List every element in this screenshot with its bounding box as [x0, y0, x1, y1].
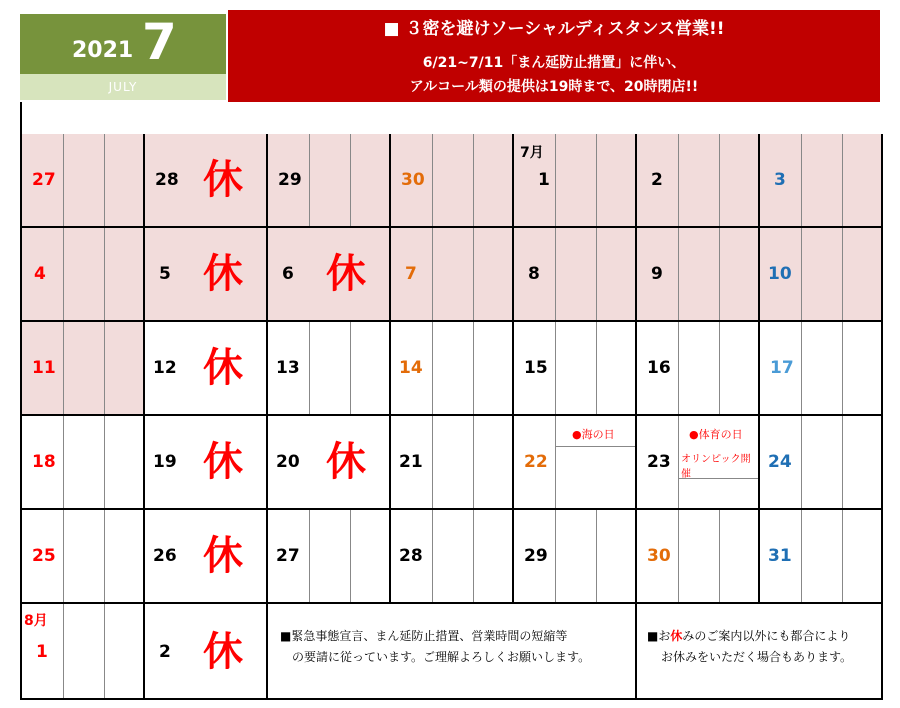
- closed-mark: 休: [326, 439, 366, 485]
- day-number: 30: [647, 546, 671, 566]
- day-number: 13: [276, 358, 300, 378]
- day-cell[interactable]: [760, 228, 883, 322]
- notice-line-2: の要請に従っています。ご理解よろしくお願いします。: [292, 650, 591, 664]
- day-number: 22: [524, 452, 548, 472]
- day-number: 2: [651, 170, 663, 190]
- day-number: 23: [647, 452, 671, 472]
- day-number: 18: [32, 452, 56, 472]
- header-notice-line-3: アルコール類の提供は19時まで、20時閉店!!: [409, 79, 699, 95]
- day-number: 6: [282, 264, 294, 284]
- day-number: 29: [524, 546, 548, 566]
- day-number: 15: [524, 358, 548, 378]
- notice-line-1: ■お休みのご案内以外にも都合により: [647, 629, 851, 643]
- header-notice-title: ■ ３密を避けソーシャルディスタンス営業!!: [383, 19, 725, 39]
- day-cell[interactable]: [637, 134, 760, 228]
- day-cell[interactable]: [760, 322, 883, 416]
- closed-mark: 休: [203, 439, 243, 485]
- day-number: 29: [278, 170, 302, 190]
- month-label-july: 7月: [520, 145, 544, 161]
- day-cell[interactable]: [145, 416, 268, 510]
- day-number: 31: [768, 546, 792, 566]
- day-cell[interactable]: [22, 322, 145, 416]
- closed-mark: 休: [203, 251, 243, 297]
- day-number: 28: [399, 546, 423, 566]
- day-number: 20: [276, 452, 300, 472]
- day-number: 16: [647, 358, 671, 378]
- day-cell[interactable]: [514, 510, 637, 604]
- day-cell[interactable]: [514, 322, 637, 416]
- day-cell[interactable]: [637, 228, 760, 322]
- day-number: 17: [770, 358, 794, 378]
- closed-mark: 休: [203, 629, 243, 675]
- day-cell[interactable]: [268, 134, 391, 228]
- header-month: 7: [142, 13, 177, 71]
- day-number: 19: [153, 452, 177, 472]
- day-number: 21: [399, 452, 423, 472]
- closed-mark: 休: [203, 157, 243, 203]
- day-number: 1: [538, 170, 550, 190]
- day-number: 11: [32, 358, 56, 378]
- day-cell[interactable]: [22, 510, 145, 604]
- day-number: 30: [401, 170, 425, 190]
- day-cell[interactable]: [268, 416, 391, 510]
- notice-box-requests: [268, 604, 637, 700]
- day-cell[interactable]: [760, 134, 883, 228]
- day-cell[interactable]: [268, 228, 391, 322]
- day-number: 7: [405, 264, 417, 284]
- day-cell[interactable]: [145, 604, 268, 700]
- day-number: 4: [34, 264, 46, 284]
- day-cell[interactable]: [22, 416, 145, 510]
- day-number: 3: [774, 170, 786, 190]
- day-number: 26: [153, 546, 177, 566]
- day-cell[interactable]: [145, 134, 268, 228]
- day-cell[interactable]: [391, 134, 514, 228]
- day-number: 5: [159, 264, 171, 284]
- closed-mark: 休: [203, 345, 243, 391]
- notice-box-closures: [637, 604, 883, 700]
- day-cell[interactable]: [637, 416, 760, 510]
- day-cell[interactable]: [145, 510, 268, 604]
- event-umi-no-hi: ●海の日: [572, 428, 615, 441]
- day-number: 9: [651, 264, 663, 284]
- day-number: 25: [32, 546, 56, 566]
- day-cell[interactable]: [268, 510, 391, 604]
- day-cell[interactable]: [145, 228, 268, 322]
- header-month-en: JULY: [20, 74, 226, 100]
- day-cell[interactable]: [145, 322, 268, 416]
- day-cell[interactable]: [637, 510, 760, 604]
- day-cell[interactable]: [22, 228, 145, 322]
- calendar-grid: [20, 102, 883, 700]
- day-number: 8: [528, 264, 540, 284]
- header-year: 2021: [72, 38, 134, 63]
- header-notice-line-2: 6/21~7/11「まん延防止措置」に伴い、: [422, 55, 686, 71]
- day-number: 1: [36, 642, 48, 662]
- day-cell[interactable]: [268, 322, 391, 416]
- day-cell[interactable]: [760, 510, 883, 604]
- event-olympic: オリンピック開催: [681, 454, 751, 480]
- day-number: 10: [768, 264, 792, 284]
- day-cell[interactable]: [514, 134, 637, 228]
- day-cell[interactable]: [391, 228, 514, 322]
- day-number: 27: [276, 546, 300, 566]
- day-cell[interactable]: [391, 416, 514, 510]
- day-cell[interactable]: [514, 416, 637, 510]
- closed-mark: 休: [203, 533, 243, 579]
- day-cell[interactable]: [637, 322, 760, 416]
- day-number: 28: [155, 170, 179, 190]
- day-cell[interactable]: [22, 134, 145, 228]
- notice-line-2: お休みをいただく場合もあります。: [661, 650, 853, 664]
- day-cell[interactable]: [760, 416, 883, 510]
- day-number: 27: [32, 170, 56, 190]
- day-cell[interactable]: [22, 604, 145, 700]
- day-cell[interactable]: [391, 510, 514, 604]
- day-number: 14: [399, 358, 423, 378]
- day-cell[interactable]: [514, 228, 637, 322]
- day-number: 24: [768, 452, 792, 472]
- month-label-august: 8月: [24, 613, 48, 629]
- day-cell[interactable]: [391, 322, 514, 416]
- closed-mark: 休: [326, 251, 366, 297]
- event-taiiku-no-hi: ●体育の日: [689, 428, 743, 441]
- day-number: 2: [159, 642, 171, 662]
- day-number: 12: [153, 358, 177, 378]
- notice-line-1: ■緊急事態宣言、まん延防止措置、営業時間の短縮等: [280, 629, 568, 643]
